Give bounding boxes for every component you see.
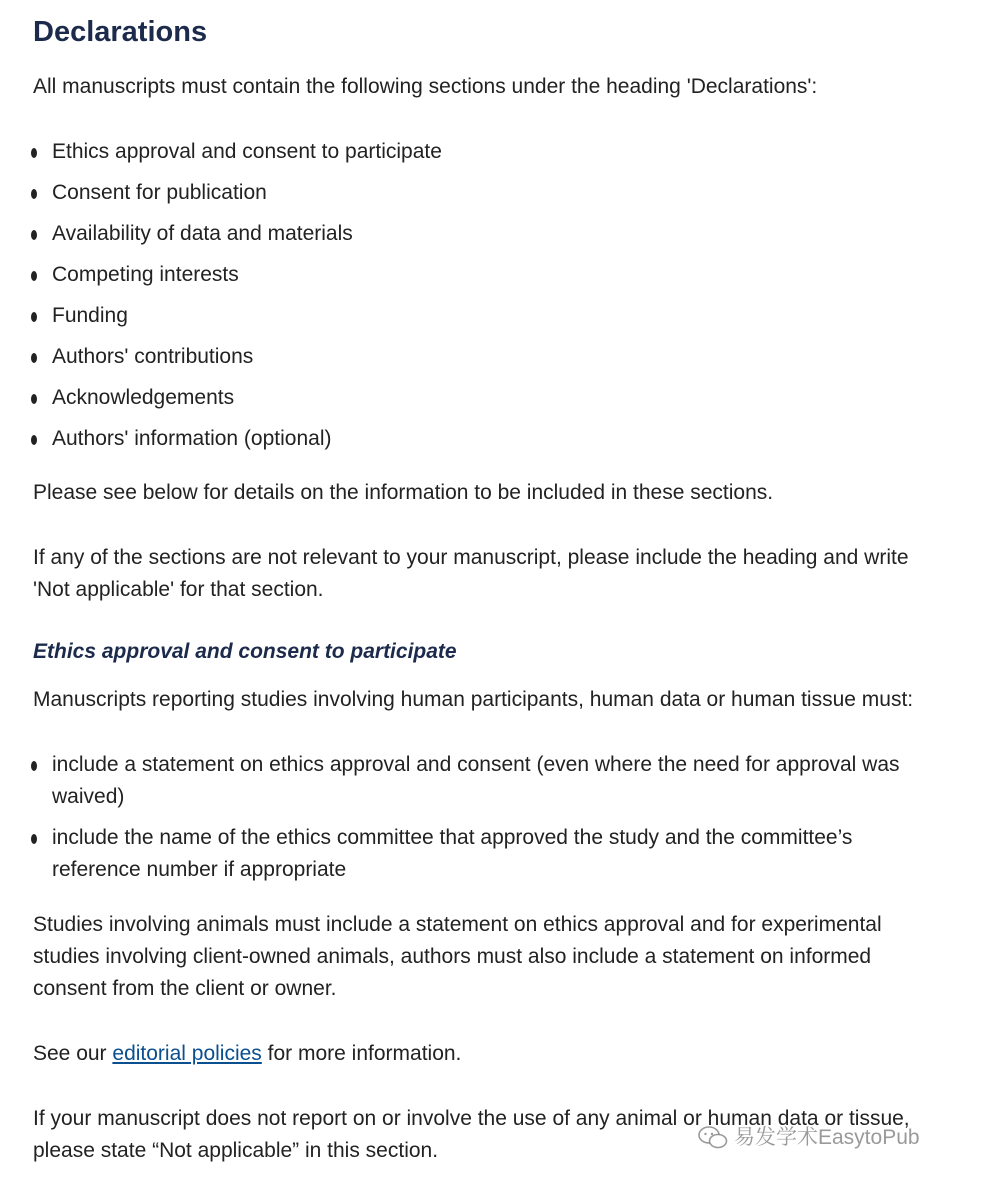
list-item: include the name of the ethics committee that approved the study and the committee’s reference number if appropriate xyxy=(33,822,903,886)
editorial-policies-link[interactable]: editorial policies xyxy=(112,1042,262,1065)
bullet-icon xyxy=(31,189,37,199)
list-item: Consent for publication xyxy=(33,177,933,209)
wechat-icon xyxy=(698,1125,728,1151)
list-item: Competing interests xyxy=(33,259,933,291)
details-note: Please see below for details on the information to be included in these sections. xyxy=(33,481,774,504)
human-intro: Manuscripts reporting studies involving human participants, human data or human tissue must: xyxy=(33,688,914,711)
animals-text: Studies involving animals must include a statement on ethics approval and for experimental studies involving client-owned animals, authors must also include a statement on informed consent from the client or owner. xyxy=(33,913,882,1000)
not-applicable-text: If your manuscript does not report on or involve the use of any animal or human data or tissue, please state “Not applicable” in this section. xyxy=(33,1107,910,1162)
watermark-text: 易发学术EasytoPub xyxy=(734,1126,920,1149)
list-item: Authors' contributions xyxy=(33,341,933,373)
not-relevant-note: If any of the sections are not relevant to your manuscript, please include the heading and write 'Not applicable' for that section. xyxy=(33,546,909,601)
bullet-icon xyxy=(31,394,37,404)
bullet-icon xyxy=(31,271,37,281)
intro-text: All manuscripts must contain the following sections under the heading 'Declarations': xyxy=(33,75,818,98)
list-item: Funding xyxy=(33,300,933,332)
ethics-subheading: Ethics approval and consent to participate xyxy=(33,640,457,663)
see-policies-text: See our editorial policies for more information. xyxy=(33,1042,462,1065)
bullet-icon xyxy=(31,230,37,240)
list-item: include a statement on ethics approval and consent (even where the need for approval was waived) xyxy=(33,749,928,813)
bullet-icon xyxy=(31,148,37,158)
watermark xyxy=(698,1120,920,1156)
bullet-icon xyxy=(31,435,37,445)
list-item: Authors' information (optional) xyxy=(33,423,933,455)
bullet-icon xyxy=(31,834,37,844)
list-item: Availability of data and materials xyxy=(33,218,933,250)
list-item: Acknowledgements xyxy=(33,382,933,414)
bullet-icon xyxy=(31,761,37,771)
list-item: Ethics approval and consent to participate xyxy=(33,136,933,168)
page-title: Declarations xyxy=(33,16,208,48)
bullet-icon xyxy=(31,353,37,363)
bullet-icon xyxy=(31,312,37,322)
